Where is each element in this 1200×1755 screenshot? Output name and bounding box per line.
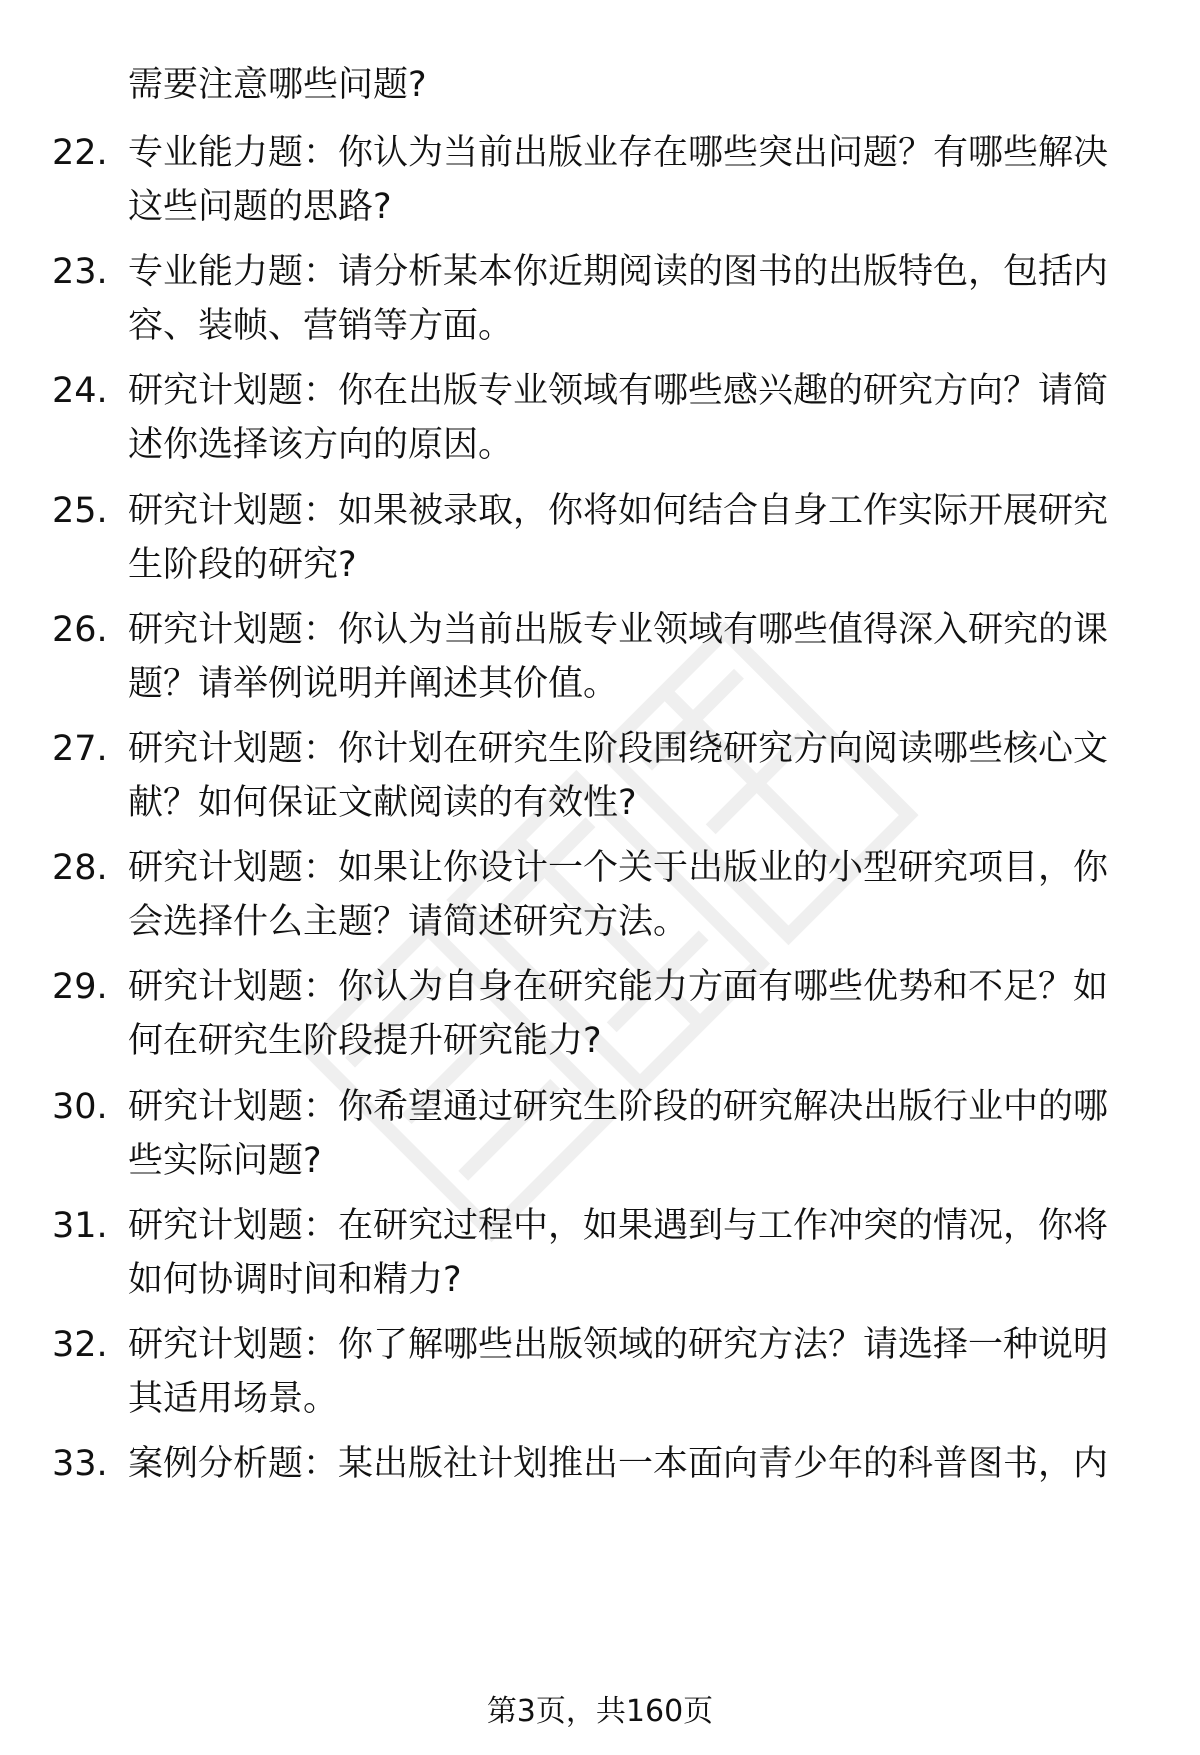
item-text [128,1437,1148,1491]
item-number: 32. [52,1325,108,1365]
item-line: 如何协调时间和精力? [128,1260,462,1300]
item-line: 研究计划题：你在出版专业领域有哪些感兴趣的研究方向？请简 [128,371,1109,411]
item-text [128,960,1148,1068]
item-line: 研究计划题：你计划在研究生阶段围绕研究方向阅读哪些核心文 [128,729,1109,769]
item-number: 33. [52,1444,108,1484]
item-text [128,1318,1148,1426]
page-footer: 第3页，共160页 [486,1694,714,1729]
item-line: 研究计划题：你了解哪些出版领域的研究方法？请选择一种说明 [128,1325,1109,1365]
item-line: 研究计划题：如果让你设计一个关于出版业的小型研究项目，你 [128,848,1109,888]
item-line: 专业能力题：你认为当前出版业存在哪些突出问题？有哪些解决 [128,133,1109,173]
item-number: 29. [52,967,108,1007]
item-number: 24. [52,371,108,411]
item-line: 这些问题的思路? [128,187,392,227]
item-text [128,603,1148,711]
item-number: 23. [52,252,108,292]
item-text [128,1080,1148,1188]
item-number: 28. [52,848,108,888]
item-number: 27. [52,729,108,769]
item-text [128,126,1148,234]
item-text [128,722,1148,830]
item-line: 献？如何保证文献阅读的有效性? [128,783,637,823]
item-number: 30. [52,1087,108,1127]
item-number: 26. [52,610,108,650]
item-text [128,245,1148,353]
item-text [128,364,1148,472]
item-line: 研究计划题：你认为当前出版专业领域有哪些值得深入研究的课 [128,610,1109,650]
item-text [128,841,1148,949]
item-number: 22. [52,133,108,173]
item-number: 31. [52,1206,108,1246]
item-line: 专业能力题：请分析某本你近期阅读的图书的出版特色，包括内 [128,252,1109,292]
item-number: 25. [52,491,108,531]
item-line: 题？请举例说明并阐述其价值。 [128,664,619,704]
continuation-line: 需要注意哪些问题? [128,65,427,105]
item-line: 述你选择该方向的原因。 [128,425,514,465]
item-line: 案例分析题：某出版社计划推出一本面向青少年的科普图书，内 [128,1444,1109,1484]
item-line: 研究计划题：在研究过程中，如果遇到与工作冲突的情况，你将 [128,1206,1109,1246]
item-line: 研究计划题：你希望通过研究生阶段的研究解决出版行业中的哪 [128,1087,1109,1127]
item-line: 研究计划题：如果被录取，你将如何结合自身工作实际开展研究 [128,491,1109,531]
item-line: 其适用场景。 [128,1379,339,1419]
item-line: 生阶段的研究? [128,545,357,585]
item-line: 研究计划题：你认为自身在研究能力方面有哪些优势和不足？如 [128,967,1109,1007]
item-line: 何在研究生阶段提升研究能力? [128,1021,602,1061]
item-text [128,1199,1148,1307]
item-line: 些实际问题? [128,1141,322,1181]
item-line: 会选择什么主题？请简述研究方法。 [128,902,689,942]
item-text [128,484,1148,592]
item-line: 容、装帧、营销等方面。 [128,306,514,346]
